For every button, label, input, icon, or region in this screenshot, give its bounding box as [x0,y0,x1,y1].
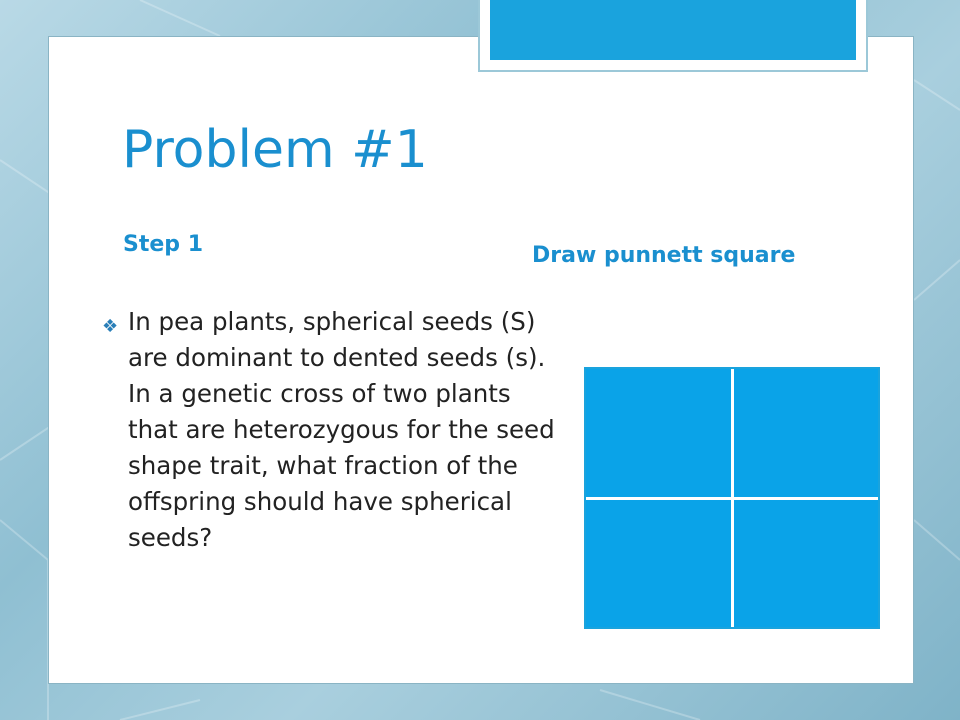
punnett-square [584,367,880,629]
diamond-bullet-icon: ❖ [102,316,119,337]
punnett-cell-top-left [586,369,731,497]
punnett-cell-bottom-left [586,500,731,628]
punnett-cell-bottom-right [734,500,879,628]
header-tab-decoration [478,0,868,72]
instruction-heading: Draw punnett square [532,243,796,268]
punnett-cell-top-right [734,369,879,497]
slide-title: Problem #1 [122,120,428,180]
problem-text: In pea plants, spherical seeds (S) are dominant to dented seeds (s). In a genetic cross of two plants that are heterozygous for the seed shape trait, what fraction of the offspring should have spherical seeds? [128,307,555,552]
step-label: Step 1 [123,232,203,257]
header-tab-fill [490,0,856,60]
